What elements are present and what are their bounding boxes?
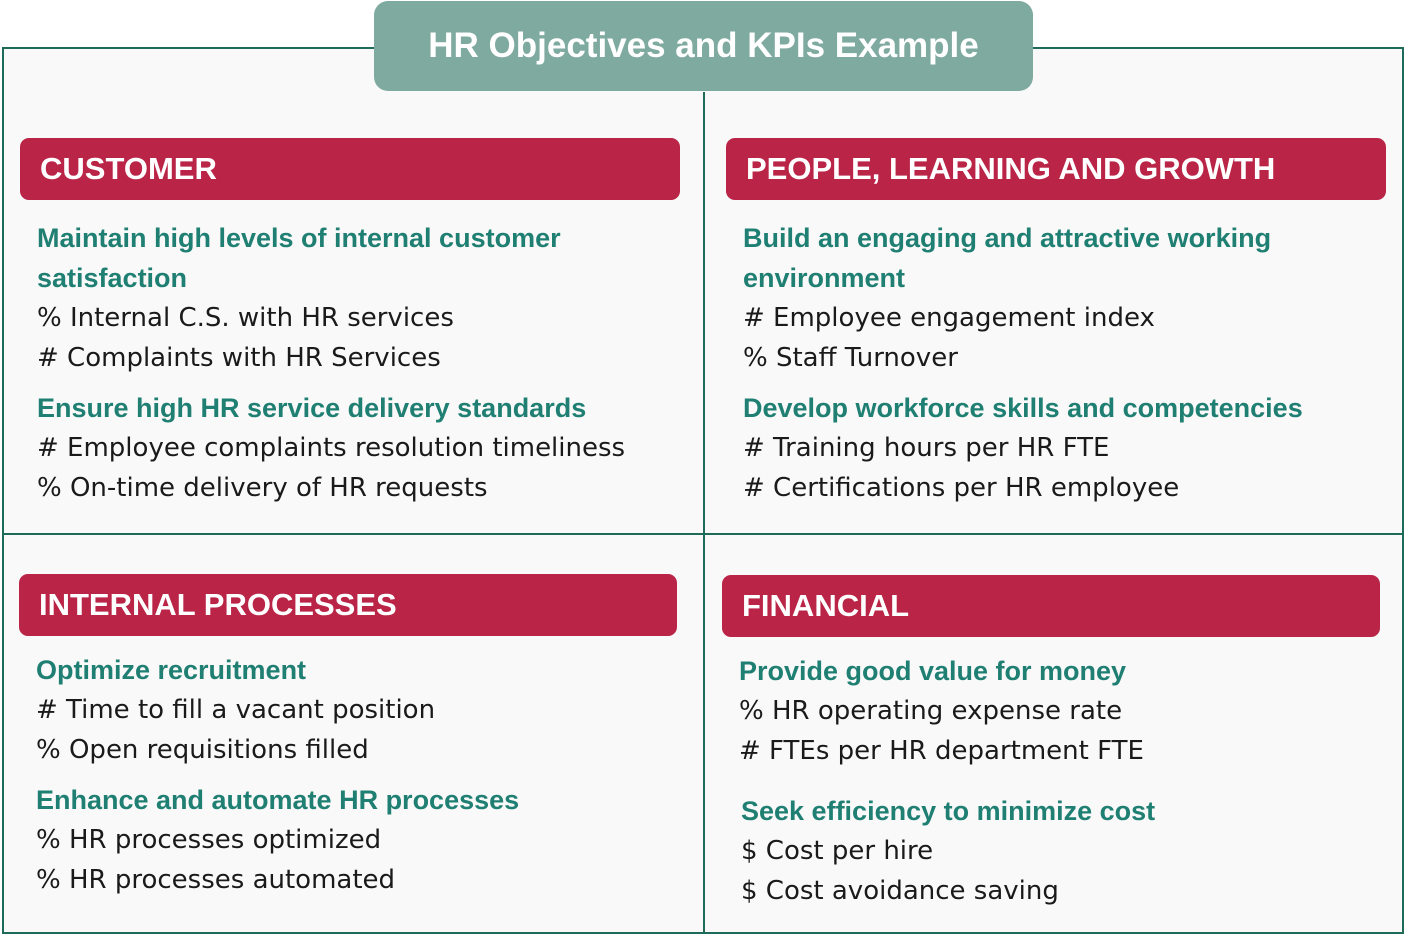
kpi-item: # FTEs per HR department FTE <box>739 736 1144 766</box>
quadrant-customer <box>20 138 680 518</box>
objective-title: Build an engaging and attractive working environment <box>743 223 1272 293</box>
kpi-item: # Employee engagement index <box>743 303 1155 333</box>
objective <box>37 388 680 508</box>
quadrant-financial <box>722 575 1380 921</box>
quadrant-header: INTERNAL PROCESSES <box>19 574 677 636</box>
diagram-title: HR Objectives and KPIs Example <box>374 1 1033 91</box>
quadrant-internal-processes <box>19 574 677 910</box>
quadrant-body <box>20 218 680 508</box>
objective-title: Provide good value for money <box>739 656 1127 686</box>
quadrant-body <box>726 218 1386 508</box>
objective-title: Ensure high HR service delivery standards <box>37 393 587 423</box>
kpi-item: % HR processes optimized <box>36 825 382 855</box>
kpi-item: # Certifications per HR employee <box>743 473 1180 503</box>
objective <box>36 780 677 900</box>
quadrant-header: PEOPLE, LEARNING AND GROWTH <box>726 138 1386 200</box>
quadrant-header: FINANCIAL <box>722 575 1380 637</box>
kpi-item: % HR processes automated <box>36 865 396 895</box>
horizontal-divider <box>2 533 1404 535</box>
kpi-item: $ Cost avoidance saving <box>741 876 1059 906</box>
quadrant-body <box>19 650 677 900</box>
objective-title: Enhance and automate HR processes <box>36 785 520 815</box>
objective-title: Develop workforce skills and competencies <box>743 393 1303 423</box>
objective <box>739 791 1380 911</box>
kpi-item: % On-time delivery of HR requests <box>37 473 488 503</box>
kpi-item: $ Cost per hire <box>741 836 934 866</box>
objective <box>739 651 1380 771</box>
objective-title: Maintain high levels of internal customer satisfaction <box>37 223 561 293</box>
kpi-item: # Complaints with HR Services <box>37 343 441 373</box>
kpi-item: # Time to fill a vacant position <box>36 695 436 725</box>
vertical-divider <box>703 92 705 934</box>
kpi-item: % Internal C.S. with HR services <box>37 303 454 333</box>
kpi-item: # Training hours per HR FTE <box>743 433 1110 463</box>
objective-title: Seek efficiency to minimize cost <box>741 796 1156 826</box>
objective <box>743 218 1386 378</box>
objective-title: Optimize recruitment <box>36 655 307 685</box>
objective <box>743 388 1386 508</box>
kpi-item: % Staff Turnover <box>743 343 958 373</box>
kpi-item: # Employee complaints resolution timeliness <box>37 433 626 463</box>
quadrant-people-learning-growth <box>726 138 1386 518</box>
objective <box>37 218 680 378</box>
kpi-item: % HR operating expense rate <box>739 696 1123 726</box>
kpi-item: % Open requisitions filled <box>36 735 369 765</box>
quadrant-header: CUSTOMER <box>20 138 680 200</box>
quadrant-body <box>722 651 1380 911</box>
objective <box>36 650 677 770</box>
